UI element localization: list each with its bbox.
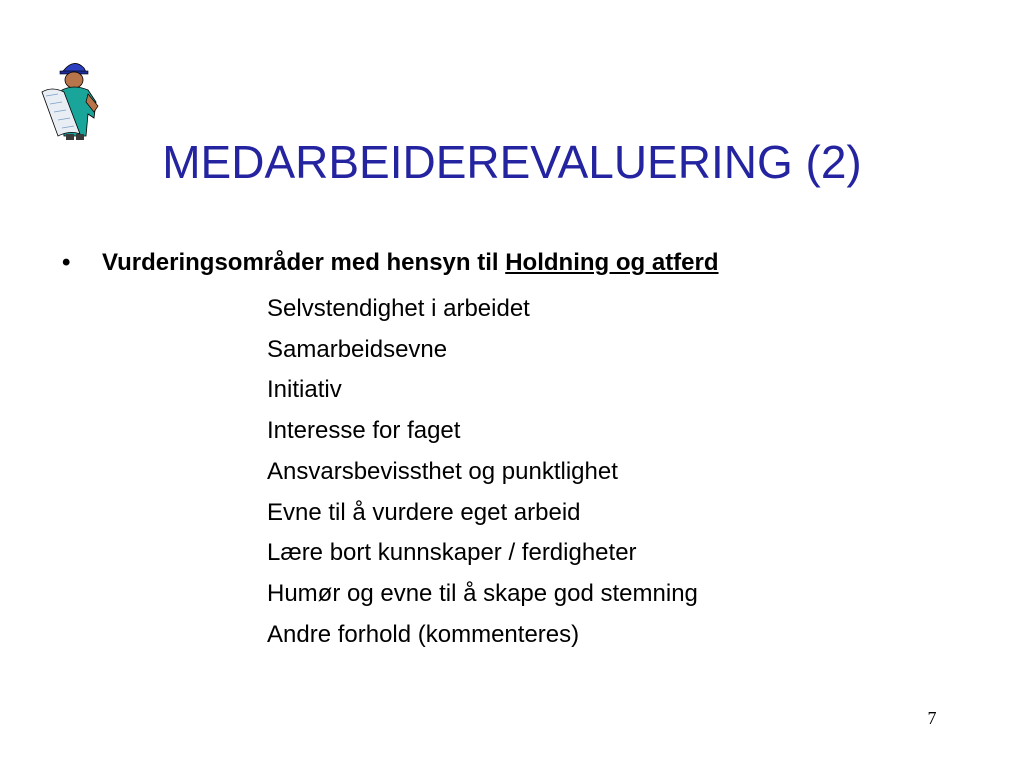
evaluation-item-list [267, 289, 698, 655]
slide-title: MEDARBEIDEREVALUERING (2) [162, 136, 862, 188]
list-item: Selvstendighet i arbeidet [267, 295, 530, 322]
bullet-topic: Holdning og atferd [505, 249, 719, 276]
bullet-heading [62, 248, 719, 278]
list-item: Samarbeidsevne [267, 335, 448, 363]
list-item: Andre forhold (kommenteres) [267, 620, 580, 648]
list-item: Lære bort kunnskaper / ferdigheter [267, 539, 637, 567]
bullet-lead-text: Vurderingsområder med hensyn til [102, 249, 506, 276]
worker-reading-blueprint-icon [36, 56, 110, 140]
list-item: Humør og evne til å skape god stemning [267, 579, 698, 607]
list-item: Initiativ [267, 376, 342, 404]
bullet-marker: • [62, 249, 71, 276]
page-number: 7 [927, 708, 937, 728]
list-item: Interesse for faget [267, 417, 461, 445]
list-item: Ansvarsbevissthet og punktlighet [267, 457, 618, 485]
list-item: Evne til å vurdere eget arbeid [267, 498, 581, 526]
